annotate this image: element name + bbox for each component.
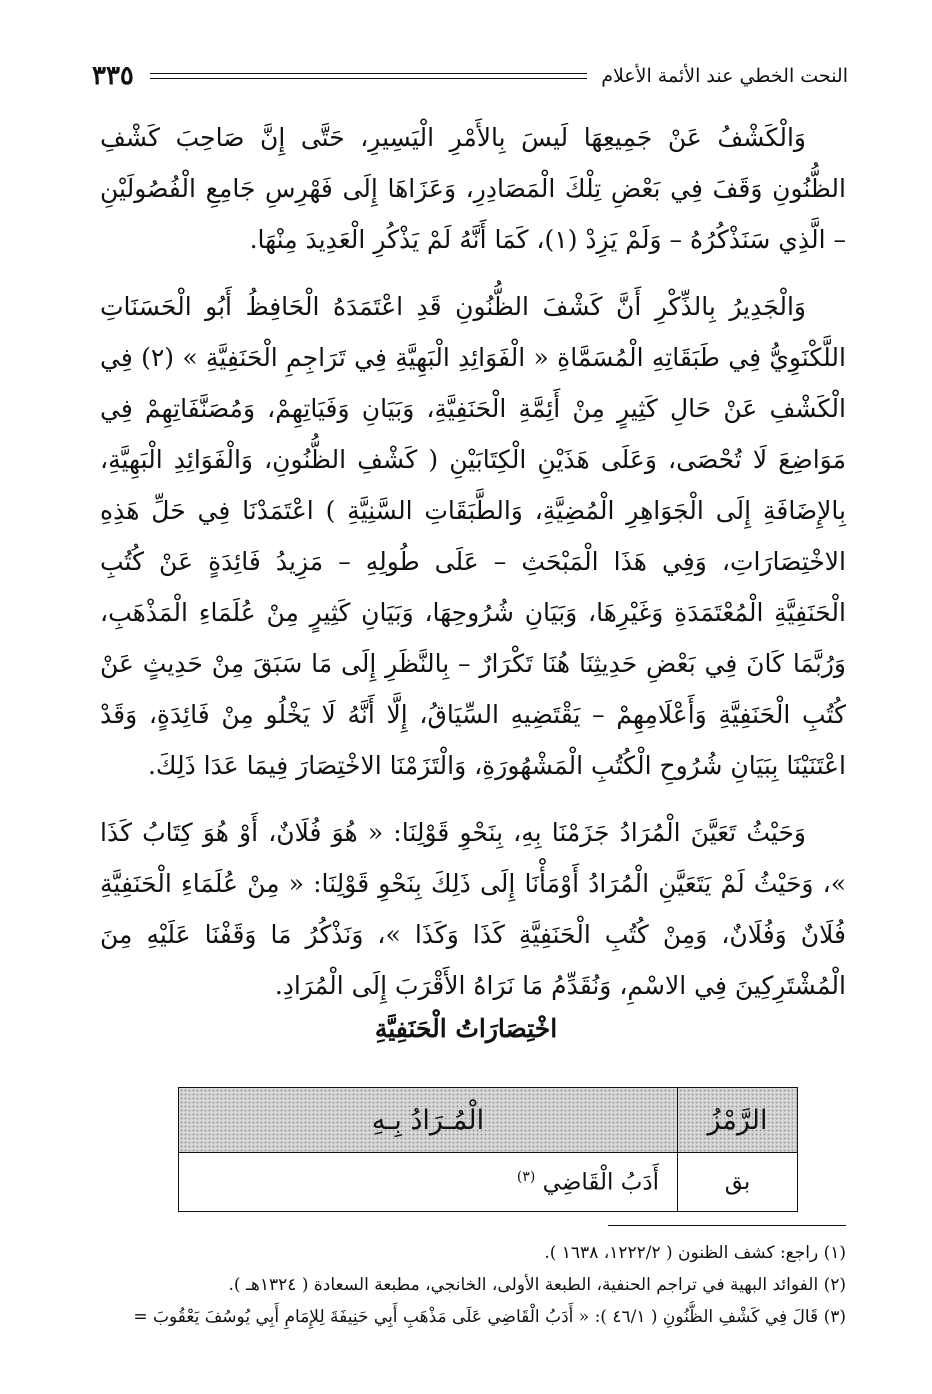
paragraph-2: وَالْجَدِيرُ بِالذِّكْرِ أَنَّ كَشْفَ الظُّنُونِ قَدِ اعْتَمَدَهُ الْحَافِظُ أَبُو الْحَسَنَاتِ اللَّكْنَوِيُّ فِي طَبَقَاتِهِ الْمُسَمَّاةِ « الْفَوَائِدِ الْبَهِيَّةِ فِي تَرَاجِمِ الْحَنَفِيَّةِ » (٢) فِي الْكَشْفِ عَنْ حَالِ كَثِيرٍ مِنْ أَئِمَّةِ الْحَنَفِيَّةِ، وَبَيَانِ وَفَيَاتِهِمْ، وَمُصَنَّفَاتِهِمْ فِي مَوَاضِعَ لَا تُحْصَى، وَعَلَى هَذَيْنِ الْكِتَابَيْنِ ( كَشْفِ الظُّنُونِ، وَالْفَوَائِدِ الْبَهِيَّةِ، بِالإِضَافَةِ إِلَى الْجَوَاهِرِ الْمُضِيَّةِ، وَالطَّبَقَاتِ السَّنِيَّةِ ) اعْتَمَدْنَا فِي حَلِّ هَذِهِ الاخْتِصَارَاتِ، وَفِي هَذَا الْمَبْحَثِ – عَلَى طُولِهِ – مَزِيدُ فَائِدَةٍ عَنْ كُتُبِ الْحَنَفِيَّةِ الْمُعْتَمَدَةِ وَغَيْرِهَا، وَبَيَانِ شُرُوحِهَا، وَبَيَانِ كَثِيرٍ مِنْ عُلَمَاءِ الْمَذْهَبِ، وَرُبَّمَا كَانَ فِي بَعْضِ حَدِيثِنَا هُنَا تَكْرَارٌ – بِالنَّظَرِ إِلَى مَا سَبَقَ مِنْ حَدِيثٍ عَنْ كُتُبِ الْحَنَفِيَّةِ وَأَعْلَامِهِمْ – يَقْتَضِيهِ السِّيَاقُ، إِلَّا أَنَّهُ لَا يَخْلُو مِنْ فَائِدَةٍ، وَقَدْ اعْتَنَيْنَا بِبَيَانِ شُرُوحِ الْكُتُبِ الْمَشْهُورَةِ، وَالْتَزَمْنَا الاخْتِصَارَ فِيمَا عَدَا ذَلِكَ. — [100, 292, 846, 780]
header-rule — [150, 73, 587, 79]
footnote-ref-3: (٣) — [516, 1168, 536, 1185]
section-title: اخْتِصَارَاتُ الْحَنَفِيَّةِ — [374, 1014, 558, 1043]
abbreviations-table — [178, 1087, 798, 1212]
table-row — [179, 1153, 798, 1212]
footnotes — [80, 1237, 846, 1333]
footnote-2: (٢) الفوائد البهية في تراجم الحنفية، الطبعة الأولى، الخانجي، مطبعة السعادة ( ١٣٢٤هـ ). — [228, 1275, 846, 1295]
header-meaning: الْمُـرَادُ بِـهِ — [179, 1088, 678, 1153]
cell-meaning — [179, 1153, 678, 1212]
running-title: النحت الخطي عند الأئمة الأعلام — [601, 65, 848, 87]
table-header-row — [179, 1088, 798, 1153]
running-header — [92, 56, 848, 96]
cell-symbol: بق — [678, 1153, 798, 1212]
body-text — [100, 112, 846, 1027]
cell-meaning-text: أَدَبُ الْقَاضِي — [542, 1169, 659, 1196]
paragraph-1: وَالْكَشْفُ عَنْ جَمِيعِهَا لَيسَ بِالأَمْرِ الْيَسِيرِ، حَتَّى إِنَّ صَاحِبَ كَشْفِ الظُّنُونِ وَقَفَ فِي بَعْضِ تِلْكَ الْمَصَادِرِ، وَعَزَاهَا إِلَى فَهْرِسِ جَامِعِ الْفُصُولَيْنِ – الَّذِي سَنَذْكُرُهُ – وَلَمْ يَزِدْ (١)، كَمَا أَنَّهُ لَمْ يَذْكُرِ الْعَدِيدَ مِنْهَا. — [100, 123, 846, 254]
page-number: ٣٣٥ — [92, 61, 134, 91]
footnote-3: (٣) قَالَ فِي كَشْفِ الظُّنُونِ ( ٤٦/١ ): « أَدَبُ الْقَاضِي عَلَى مَذْهَبِ أَبِي حَنِيفَةَ لِلإِمَامِ أَبِي يُوسُفَ يَعْقُوبَ = — [133, 1307, 846, 1327]
footnote-separator — [608, 1225, 846, 1226]
header-symbol: الرَّمْزُ — [678, 1088, 798, 1153]
paragraph-3: وَحَيْثُ تَعَيَّنَ الْمُرَادُ جَزَمْنَا بِهِ، بِنَحْوِ قَوْلِنَا: « هُوَ فُلَانٌ، أَوْ هُوَ كِتَابُ كَذَا »، وَحَيْثُ لَمْ يَتَعَيَّنِ الْمُرَادُ أَوْمَأْنَا إِلَى ذَلِكَ بِنَحْوِ قَوْلِنَا: « مِنْ عُلَمَاءِ الْحَنَفِيَّةِ فُلَانٌ وَفُلَانٌ، وَمِنْ كُتُبِ الْحَنَفِيَّةِ كَذَا وَكَذَا »، وَنَذْكُرُ مَا وَقَفْنَا عَلَيْهِ مِنَ الْمُشْتَرِكِينَ فِي الاسْمِ، وَنُقَدِّمُ مَا نَرَاهُ الأَقْرَبَ إِلَى الْمُرَادِ. — [100, 818, 846, 1000]
footnote-1: (١) راجع: كشف الظنون ( ١٢٢٢/٢، ١٦٣٨ ). — [544, 1243, 846, 1263]
